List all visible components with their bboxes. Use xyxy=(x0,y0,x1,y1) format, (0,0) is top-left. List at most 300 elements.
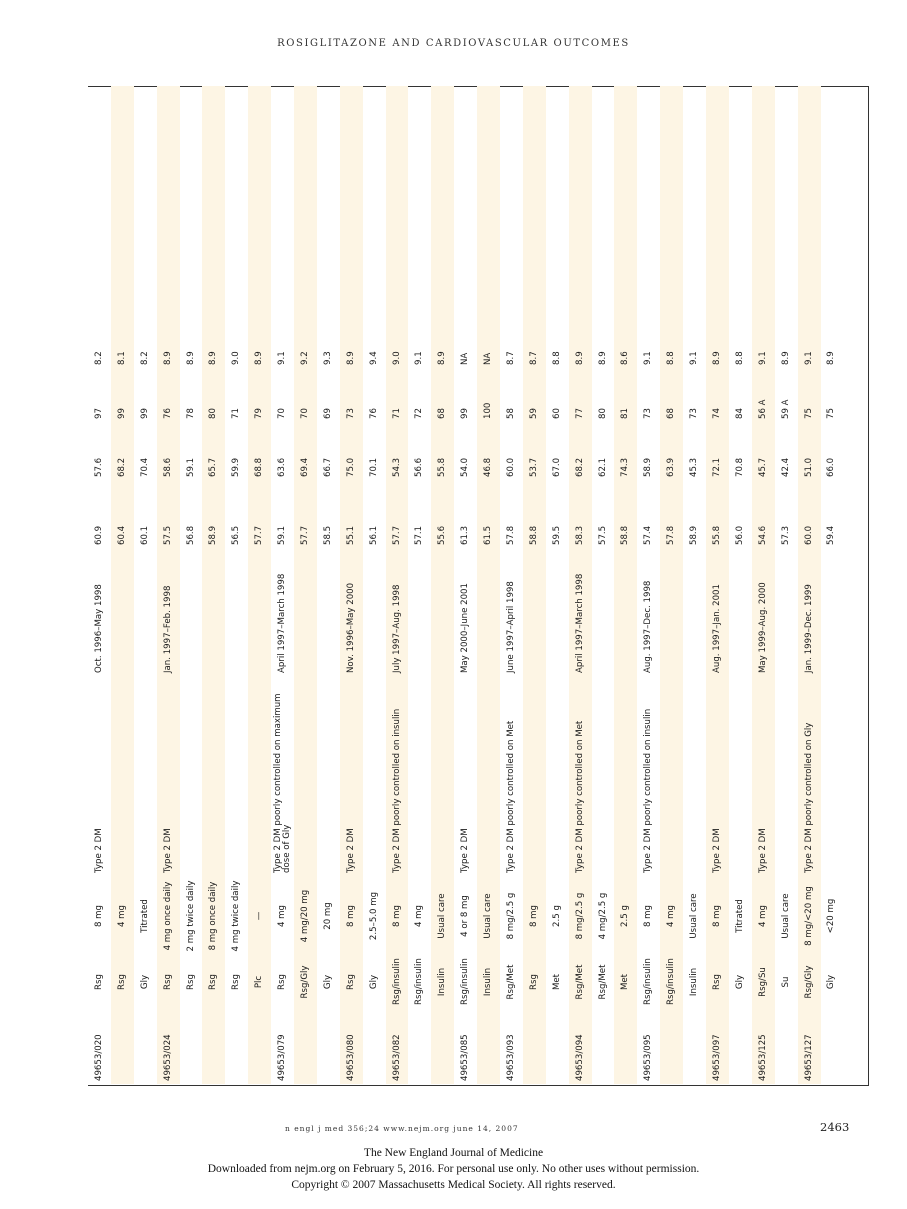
dose-cell: Usual care xyxy=(477,876,500,956)
table-row xyxy=(546,86,569,1084)
treatment-cell: Rsg/Met xyxy=(597,964,608,1000)
hba1c-cell: 9.0 xyxy=(386,86,409,368)
study-id-cell xyxy=(202,1008,225,1084)
treatment-cell: Rsg xyxy=(523,956,546,1008)
table-row xyxy=(408,86,431,1084)
table-row xyxy=(821,86,844,1084)
study-id-cell xyxy=(477,1008,500,1084)
hba1c-cell: 9.1 xyxy=(414,351,425,365)
hba1c-cell: 9.1 xyxy=(643,351,654,365)
treatment-cell: Rsg xyxy=(706,956,729,1008)
study-id-cell xyxy=(592,1008,615,1084)
dates-cell xyxy=(775,548,798,676)
hba1c-cell: 8.7 xyxy=(505,351,516,365)
hba1c-cell: 9.1 xyxy=(798,86,821,368)
white-pct-cell: 75 xyxy=(826,408,837,419)
population-cell xyxy=(408,676,431,876)
dose-cell: 4 mg once daily xyxy=(157,876,180,956)
dose-cell: 8 mg/2.5 g xyxy=(569,876,592,956)
age-cell: 58.8 xyxy=(614,480,637,548)
dose-cell: 8 mg xyxy=(340,876,363,956)
dates-cell xyxy=(294,548,317,676)
white-pct-cell: 71 xyxy=(386,368,409,422)
treatment-cell: Rsg/Gly xyxy=(294,956,317,1008)
age-cell: 59.1 xyxy=(277,525,288,545)
population-cell: Type 2 DM xyxy=(706,676,729,876)
age-cell: 58.9 xyxy=(202,480,225,548)
treatment-cell: Gly xyxy=(734,974,745,990)
study-id-cell: 49653/085 xyxy=(460,1034,471,1081)
dates-cell: Jan. 1997–Feb. 1998 xyxy=(157,548,180,676)
white-pct-cell: 97 xyxy=(93,408,104,419)
dates-cell xyxy=(592,548,615,676)
treatment-cell: Rsg xyxy=(202,956,225,1008)
male-pct-cell: 45.3 xyxy=(689,457,700,477)
hba1c-cell: 8.9 xyxy=(157,86,180,368)
white-pct-cell: 99 xyxy=(139,408,150,419)
male-pct-cell: 53.7 xyxy=(523,422,546,480)
study-id-cell xyxy=(225,1008,248,1084)
white-pct-cell: 74 xyxy=(706,368,729,422)
male-pct-cell: 74.3 xyxy=(614,422,637,480)
white-pct-cell: 99 xyxy=(111,368,134,422)
table-row xyxy=(706,86,729,1084)
white-pct-cell: 70 xyxy=(294,368,317,422)
treatment-cell: Rsg/Met xyxy=(569,956,592,1008)
population-cell xyxy=(363,676,386,876)
copyright-note: Copyright © 2007 Massachusetts Medical Society. All rights reserved. xyxy=(291,1179,616,1191)
study-id-cell xyxy=(614,1008,637,1084)
population-cell xyxy=(134,676,157,876)
table-row xyxy=(248,86,271,1084)
treatment-cell: Rsg xyxy=(93,974,104,990)
hba1c-cell: 8.1 xyxy=(111,86,134,368)
white-pct-cell: 71 xyxy=(231,408,242,419)
white-pct-cell: 76 xyxy=(157,368,180,422)
male-pct-cell: 54.3 xyxy=(386,422,409,480)
age-cell: 55.8 xyxy=(706,480,729,548)
hba1c-cell: 9.4 xyxy=(368,351,379,365)
hba1c-cell: 8.7 xyxy=(523,86,546,368)
study-id-cell xyxy=(317,1008,340,1084)
table-row xyxy=(431,86,454,1084)
treatment-cell: Rsg/insulin xyxy=(660,956,683,1008)
dates-cell xyxy=(202,548,225,676)
white-pct-cell: 69 xyxy=(322,408,333,419)
male-pct-cell: 65.7 xyxy=(202,422,225,480)
hba1c-cell: 9.1 xyxy=(752,86,775,368)
male-pct-cell: 46.8 xyxy=(477,422,500,480)
dose-cell: 4 mg/2.5 g xyxy=(597,892,608,940)
dose-cell: Usual care xyxy=(431,876,454,956)
age-cell: 58.5 xyxy=(322,525,333,545)
table-row xyxy=(614,86,637,1084)
dates-cell: Nov. 1996–May 2000 xyxy=(340,548,363,676)
dates-cell xyxy=(363,548,386,676)
male-pct-cell: 59.1 xyxy=(185,457,196,477)
male-pct-cell: 56.6 xyxy=(414,457,425,477)
treatment-cell: Rsg xyxy=(111,956,134,1008)
table-row xyxy=(157,86,180,1084)
download-note: Downloaded from nejm.org on February 5, 2016. For personal use only. No other uses without permission. xyxy=(207,1163,700,1175)
age-cell: 58.9 xyxy=(689,525,700,545)
male-pct-cell: 68.8 xyxy=(248,422,271,480)
hba1c-cell: 8.2 xyxy=(139,351,150,365)
treatment-cell: Rsg/insulin xyxy=(386,956,409,1008)
population-cell: Type 2 DM poorly controlled on Gly xyxy=(798,676,821,876)
age-cell: 54.6 xyxy=(752,480,775,548)
dose-cell: Usual care xyxy=(689,893,700,939)
table-row xyxy=(523,86,546,1084)
journal-footer-line: n engl j med 356;24 www.nejm.org june 14, 2007 xyxy=(285,1124,519,1133)
treatment-cell: Rsg/Met xyxy=(505,964,516,1000)
study-id-cell xyxy=(683,1008,706,1084)
table-row xyxy=(798,86,821,1084)
male-pct-cell: 66.7 xyxy=(322,457,333,477)
dose-cell: 8 mg/<20 mg xyxy=(798,876,821,956)
population-cell: Type 2 DM poorly controlled on Met xyxy=(569,676,592,876)
treatment-cell: Su xyxy=(780,976,791,988)
dates-cell xyxy=(225,548,248,676)
population-cell: Type 2 DM xyxy=(460,828,471,873)
table-row xyxy=(660,86,683,1084)
white-pct-cell: 70 xyxy=(277,408,288,419)
study-id-cell: 49653/097 xyxy=(706,1008,729,1084)
hba1c-cell: 8.6 xyxy=(614,86,637,368)
hba1c-cell: 8.8 xyxy=(734,351,745,365)
population-cell: Type 2 DM poorly controlled on Met xyxy=(505,720,516,873)
male-pct-cell: 45.7 xyxy=(752,422,775,480)
male-pct-cell: 68.2 xyxy=(569,422,592,480)
hba1c-cell: 8.9 xyxy=(248,86,271,368)
dates-cell xyxy=(111,548,134,676)
dates-cell xyxy=(729,548,752,676)
age-cell: 57.5 xyxy=(597,525,608,545)
table-row xyxy=(88,86,111,1084)
population-cell xyxy=(431,676,454,876)
treatment-cell: Rsg xyxy=(185,974,196,990)
study-id-cell xyxy=(134,1008,157,1084)
study-id-cell xyxy=(294,1008,317,1084)
age-cell: 58.3 xyxy=(569,480,592,548)
study-id-cell xyxy=(546,1008,569,1084)
study-id-cell xyxy=(660,1008,683,1084)
dose-cell: 2 mg twice daily xyxy=(185,880,196,952)
age-cell: 57.7 xyxy=(386,480,409,548)
white-pct-cell: 56 A xyxy=(752,368,775,422)
white-pct-cell: 73 xyxy=(643,408,654,419)
dose-cell: 8 mg xyxy=(706,876,729,956)
population-cell xyxy=(729,676,752,876)
dose-cell: Usual care xyxy=(780,893,791,939)
hba1c-cell: 8.9 xyxy=(597,351,608,365)
age-cell: 61.3 xyxy=(460,525,471,545)
population-cell: Type 2 DM poorly controlled on maximum dose of Gly xyxy=(272,693,292,873)
population-cell xyxy=(202,676,225,876)
treatment-cell: Gly xyxy=(322,974,333,990)
age-cell: 58.8 xyxy=(523,480,546,548)
dose-cell: 4 mg/20 mg xyxy=(294,876,317,956)
male-pct-cell: 54.0 xyxy=(460,457,471,477)
study-id-cell: 49653/095 xyxy=(643,1034,654,1081)
male-pct-cell: 70.8 xyxy=(734,457,745,477)
hba1c-cell: NA xyxy=(460,352,471,365)
study-id-cell: 49653/082 xyxy=(386,1008,409,1084)
page-number: 2463 xyxy=(820,1120,850,1134)
white-pct-cell: 80 xyxy=(597,408,608,419)
white-pct-cell: 84 xyxy=(734,408,745,419)
dates-cell xyxy=(660,548,683,676)
hba1c-cell: 9.1 xyxy=(277,351,288,365)
study-id-cell: 49653/094 xyxy=(569,1008,592,1084)
dose-cell: 2.5 g xyxy=(614,876,637,956)
population-cell xyxy=(294,676,317,876)
hba1c-cell: 8.2 xyxy=(93,351,104,365)
white-pct-cell: 72 xyxy=(414,408,425,419)
dates-cell: Oct. 1996–May 1998 xyxy=(93,584,104,673)
table-row xyxy=(683,86,706,1084)
study-id-cell: 49653/127 xyxy=(798,1008,821,1084)
population-cell xyxy=(660,676,683,876)
study-id-cell: 49653/125 xyxy=(752,1008,775,1084)
male-pct-cell: 70.4 xyxy=(139,457,150,477)
white-pct-cell: 76 xyxy=(368,408,379,419)
dates-cell: Jan. 1999–Dec. 1999 xyxy=(798,548,821,676)
population-cell xyxy=(111,676,134,876)
age-cell: 56.1 xyxy=(368,525,379,545)
population-cell xyxy=(775,676,798,876)
male-pct-cell: 57.6 xyxy=(93,457,104,477)
running-head: ROSIGLITAZONE AND CARDIOVASCULAR OUTCOMES xyxy=(277,38,630,49)
dose-cell: 8 mg xyxy=(523,876,546,956)
dose-cell: 4 mg xyxy=(752,876,775,956)
white-pct-cell: 73 xyxy=(340,368,363,422)
hba1c-cell: 9.1 xyxy=(689,351,700,365)
dates-cell xyxy=(180,548,203,676)
population-cell: Type 2 DM xyxy=(340,676,363,876)
treatment-cell: Rsg/insulin xyxy=(414,958,425,1005)
age-cell: 57.1 xyxy=(414,525,425,545)
hba1c-cell: 9.2 xyxy=(294,86,317,368)
age-cell: 57.7 xyxy=(294,480,317,548)
table-row xyxy=(225,86,248,1084)
study-id-cell xyxy=(775,1008,798,1084)
table-row xyxy=(729,86,752,1084)
table-row xyxy=(569,86,592,1084)
hba1c-cell: 9.3 xyxy=(322,351,333,365)
age-cell: 57.8 xyxy=(505,525,516,545)
population-cell: Type 2 DM poorly controlled on insulin xyxy=(643,708,654,873)
dose-cell: 2.5 g xyxy=(551,905,562,927)
table-row xyxy=(363,86,386,1084)
male-pct-cell: 66.0 xyxy=(826,457,837,477)
population-cell xyxy=(248,676,271,876)
dose-cell: 4 or 8 mg xyxy=(460,895,471,937)
dose-cell: 4 mg twice daily xyxy=(231,880,242,952)
age-cell: 59.4 xyxy=(826,525,837,545)
treatment-cell: Rsg xyxy=(157,956,180,1008)
population-cell: Type 2 DM xyxy=(752,676,775,876)
male-pct-cell: 60.0 xyxy=(505,457,516,477)
treatment-cell: Rsg xyxy=(231,974,242,990)
table-row xyxy=(111,86,134,1084)
treatment-cell: Rsg xyxy=(340,956,363,1008)
hba1c-cell: 8.8 xyxy=(551,351,562,365)
dates-cell: May 2000–June 2001 xyxy=(460,583,471,673)
table-row xyxy=(752,86,775,1084)
age-cell: 60.0 xyxy=(798,480,821,548)
treatment-cell: Rsg/Su xyxy=(752,956,775,1008)
population-cell: Type 2 DM xyxy=(157,676,180,876)
white-pct-cell: 73 xyxy=(689,408,700,419)
dates-cell xyxy=(683,548,706,676)
hba1c-cell: 8.9 xyxy=(431,86,454,368)
hba1c-cell: 8.9 xyxy=(569,86,592,368)
table-row xyxy=(340,86,363,1084)
population-cell xyxy=(180,676,203,876)
age-cell: 55.6 xyxy=(431,480,454,548)
dates-cell xyxy=(821,548,844,676)
hba1c-cell: 8.9 xyxy=(202,86,225,368)
hba1c-cell: 8.9 xyxy=(826,351,837,365)
male-pct-cell: 68.2 xyxy=(111,422,134,480)
population-cell xyxy=(225,676,248,876)
treatment-cell: Rsg/Gly xyxy=(798,956,821,1008)
white-pct-cell: 81 xyxy=(614,368,637,422)
male-pct-cell: 51.0 xyxy=(798,422,821,480)
hba1c-cell: 8.8 xyxy=(660,86,683,368)
dose-cell: 4 mg xyxy=(111,876,134,956)
dose-cell: 4 mg xyxy=(414,904,425,928)
male-pct-cell: 55.8 xyxy=(431,422,454,480)
male-pct-cell: 58.6 xyxy=(157,422,180,480)
table-row xyxy=(592,86,615,1084)
male-pct-cell: 63.9 xyxy=(660,422,683,480)
study-id-cell xyxy=(821,1008,844,1084)
study-id-cell: 49653/093 xyxy=(505,1034,516,1081)
age-cell: 55.1 xyxy=(340,480,363,548)
dose-cell: 8 mg/2.5 g xyxy=(505,892,516,940)
male-pct-cell: 59.9 xyxy=(231,457,242,477)
dose-cell: 4 mg xyxy=(660,876,683,956)
white-pct-cell: 58 xyxy=(505,408,516,419)
age-cell: 60.4 xyxy=(111,480,134,548)
population-cell xyxy=(683,676,706,876)
dose-cell: 8 mg xyxy=(643,904,654,928)
dates-cell xyxy=(248,548,271,676)
treatment-cell: Gly xyxy=(826,974,837,990)
male-pct-cell: 70.1 xyxy=(368,457,379,477)
study-id-cell xyxy=(408,1008,431,1084)
hba1c-cell: NA xyxy=(477,86,500,368)
white-pct-cell: 60 xyxy=(551,408,562,419)
table-row xyxy=(500,86,523,1084)
table-row xyxy=(134,86,157,1084)
white-pct-cell: 75 xyxy=(798,368,821,422)
population-cell xyxy=(317,676,340,876)
dates-cell xyxy=(523,548,546,676)
dates-cell xyxy=(431,548,454,676)
journal-name: The New England Journal of Medicine xyxy=(363,1147,544,1159)
population-cell xyxy=(546,676,569,876)
table-row xyxy=(454,86,477,1084)
study-id-cell: 49653/080 xyxy=(340,1008,363,1084)
treatment-cell: Gly xyxy=(368,974,379,990)
dose-cell: <20 mg xyxy=(826,898,837,934)
dose-cell: Titrated xyxy=(734,899,745,933)
age-cell: 60.9 xyxy=(93,525,104,545)
white-pct-cell: 78 xyxy=(185,408,196,419)
age-cell: 56.5 xyxy=(231,525,242,545)
age-cell: 57.4 xyxy=(643,525,654,545)
table-row xyxy=(637,86,660,1084)
white-pct-cell: 100 xyxy=(477,368,500,422)
population-cell xyxy=(523,676,546,876)
rotated-table-container xyxy=(88,86,868,1084)
age-cell: 59.5 xyxy=(551,525,562,545)
dates-cell: June 1997–April 1998 xyxy=(505,581,516,673)
male-pct-cell: 72.1 xyxy=(706,422,729,480)
dose-cell: 8 mg xyxy=(93,904,104,928)
white-pct-cell: 79 xyxy=(248,368,271,422)
male-pct-cell: 75.0 xyxy=(340,422,363,480)
treatment-cell: Plc xyxy=(248,956,271,1008)
dose-cell: 4 mg xyxy=(277,904,288,928)
dose-cell: 8 mg xyxy=(386,876,409,956)
dates-cell xyxy=(134,548,157,676)
population-cell xyxy=(821,676,844,876)
table-row xyxy=(317,86,340,1084)
hba1c-cell: 9.0 xyxy=(231,351,242,365)
population-cell xyxy=(477,676,500,876)
hba1c-cell: 8.9 xyxy=(706,86,729,368)
hba1c-cell: 8.9 xyxy=(340,86,363,368)
table-row xyxy=(775,86,798,1084)
treatment-cell: Insulin xyxy=(431,956,454,1008)
trial-table xyxy=(88,86,843,1084)
dose-cell: 8 mg once daily xyxy=(202,876,225,956)
study-id-cell: 49653/024 xyxy=(157,1008,180,1084)
dates-cell: May 1999–Aug. 2000 xyxy=(752,548,775,676)
hba1c-cell: 8.9 xyxy=(185,351,196,365)
treatment-cell: Met xyxy=(551,973,562,991)
study-id-cell: 49653/020 xyxy=(93,1034,104,1081)
study-id-cell xyxy=(248,1008,271,1084)
treatment-cell: Met xyxy=(614,956,637,1008)
white-pct-cell: 68 xyxy=(660,368,683,422)
male-pct-cell: 42.4 xyxy=(780,457,791,477)
dates-cell: Aug. 1997–Jan. 2001 xyxy=(706,548,729,676)
study-id-cell xyxy=(729,1008,752,1084)
white-pct-cell: 59 A xyxy=(780,399,791,419)
dose-cell: 2.5–5.0 mg xyxy=(368,891,379,941)
dates-cell xyxy=(546,548,569,676)
table-row xyxy=(271,86,294,1084)
study-id-cell xyxy=(431,1008,454,1084)
dose-cell: 20 mg xyxy=(322,902,333,930)
study-id-cell: 49653/079 xyxy=(277,1034,288,1081)
table-row xyxy=(180,86,203,1084)
dates-cell: April 1997–March 1998 xyxy=(569,548,592,676)
age-cell: 56.8 xyxy=(185,525,196,545)
dates-cell xyxy=(317,548,340,676)
age-cell: 60.1 xyxy=(139,525,150,545)
dates-cell: July 1997–Aug. 1998 xyxy=(386,548,409,676)
dates-cell: Aug. 1997–Dec. 1998 xyxy=(643,580,654,673)
population-cell: Type 2 DM xyxy=(93,828,104,873)
white-pct-cell: 77 xyxy=(569,368,592,422)
dates-cell xyxy=(477,548,500,676)
